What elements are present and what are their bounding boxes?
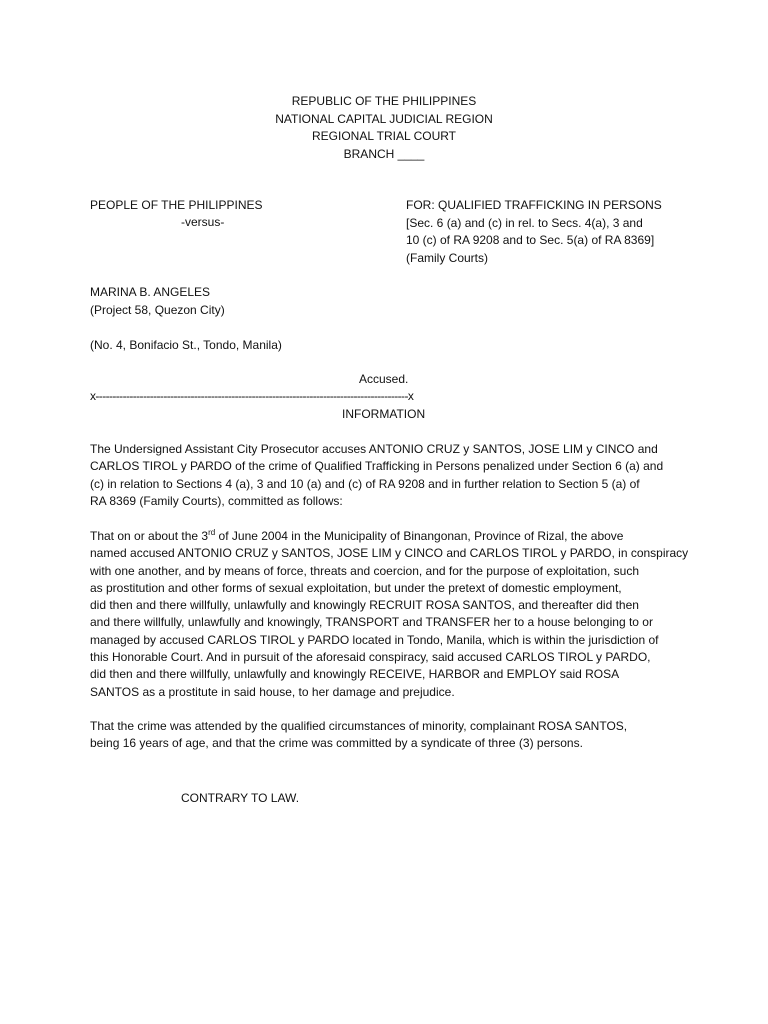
accused-address-2: (No. 4, Bonifacio St., Tondo, Manila): [90, 338, 282, 352]
closing-statement: CONTRARY TO LAW.: [181, 791, 300, 805]
header-line-republic: REPUBLIC OF THE PHILIPPINES: [291, 94, 477, 108]
header-line-branch: BRANCH ____: [343, 146, 425, 161]
charge-line-4: (Family Courts): [406, 250, 489, 265]
charge-line-2: [Sec. 6 (a) and (c) in rel. to Secs. 4(a), 3 and: [406, 215, 643, 230]
plaintiff-name: PEOPLE OF THE PHILIPPINES: [90, 198, 263, 212]
charge-line-1: FOR: QUALIFIED TRAFFICKING IN PERSONS: [406, 198, 662, 212]
document-title: INFORMATION: [342, 407, 426, 421]
paragraph-line: this Honorable Court. And in pursuit of the aforesaid conspiracy, said accused CARLOS TIROL y PARDO,: [90, 650, 651, 665]
paragraph-line: did then and there willfully, unlawfully and knowingly RECRUIT ROSA SANTOS, and thereafter did then: [90, 598, 639, 613]
date-text: That on or about the 3: [90, 529, 209, 543]
caption-plaintiff: [90, 197, 263, 215]
accused-address-1: (Project 58, Quezon City): [90, 302, 225, 317]
charge-block: [406, 197, 662, 267]
header-line-court: REGIONAL TRIAL COURT: [311, 129, 457, 143]
paragraph-line: SANTOS as a prostitute in said house, to her damage and prejudice.: [90, 684, 455, 699]
paragraph-facts: [90, 528, 689, 701]
ordinal-suffix: rd: [208, 528, 216, 537]
paragraph-line: with one another, and by means of force, threats and coercion, and for the purpose of exploitation, such: [90, 563, 640, 578]
paragraph-line: (c) in relation to Sections 4 (a), 3 and 10 (a) and (c) of RA 9208 and in further relation to Section 5 (a) of: [90, 476, 640, 491]
caption-versus: -versus-: [181, 215, 225, 229]
paragraph-line: CARLOS TIROL y PARDO of the crime of Qualified Trafficking in Persons penalized under Section 6 (a) and: [90, 459, 664, 474]
paragraph-line: named accused ANTONIO CRUZ y SANTOS, JOSE LIM y CINCO and CARLOS TIROL y PARDO, in conspiracy: [90, 546, 689, 561]
court-header: [0, 93, 768, 163]
paragraph-line: as prostitution and other forms of sexual exploitation, but under the pretext of domestic employment,: [90, 580, 622, 595]
caption-divider: x--------------------------------------------------------------------------------------------x: [90, 389, 414, 403]
paragraph-accusation: [90, 441, 680, 510]
charge-line-3: 10 (c) of RA 9208 and to Sec. 5(a) of RA 8369]: [406, 233, 655, 247]
accused-block: [90, 284, 225, 319]
paragraph-circumstances: [90, 718, 680, 753]
paragraph-line: did then and there willfully, unlawfully and knowingly RECEIVE, HARBOR and EMPLOY said ROSA: [90, 667, 620, 682]
paragraph-line: That the crime was attended by the qualified circumstances of minority, complainant ROSA SANTOS,: [90, 719, 628, 733]
accused-label: Accused.: [359, 372, 409, 386]
paragraph-line: managed by accused CARLOS TIROL y PARDO located in Tondo, Manila, which is within the jurisdiction of: [90, 632, 659, 647]
paragraph-line: The Undersigned Assistant City Prosecutor accuses ANTONIO CRUZ y SANTOS, JOSE LIM y CINCO and: [90, 442, 658, 456]
header-line-region: NATIONAL CAPITAL JUDICIAL REGION: [275, 111, 493, 126]
paragraph-line: being 16 years of age, and that the crime was committed by a syndicate of three (3) persons.: [90, 736, 583, 751]
paragraph-line: RA 8369 (Family Courts), committed as follows:: [90, 493, 343, 508]
accused-name: MARINA B. ANGELES: [90, 285, 211, 299]
date-text-cont: of June 2004 in the Municipality of Binangonan, Province of Rizal, the above: [215, 529, 624, 543]
paragraph-line: and there willfully, unlawfully and knowingly, TRANSPORT and TRANSFER her to a house belonging to or: [90, 615, 653, 630]
paragraph-line: [90, 528, 680, 545]
